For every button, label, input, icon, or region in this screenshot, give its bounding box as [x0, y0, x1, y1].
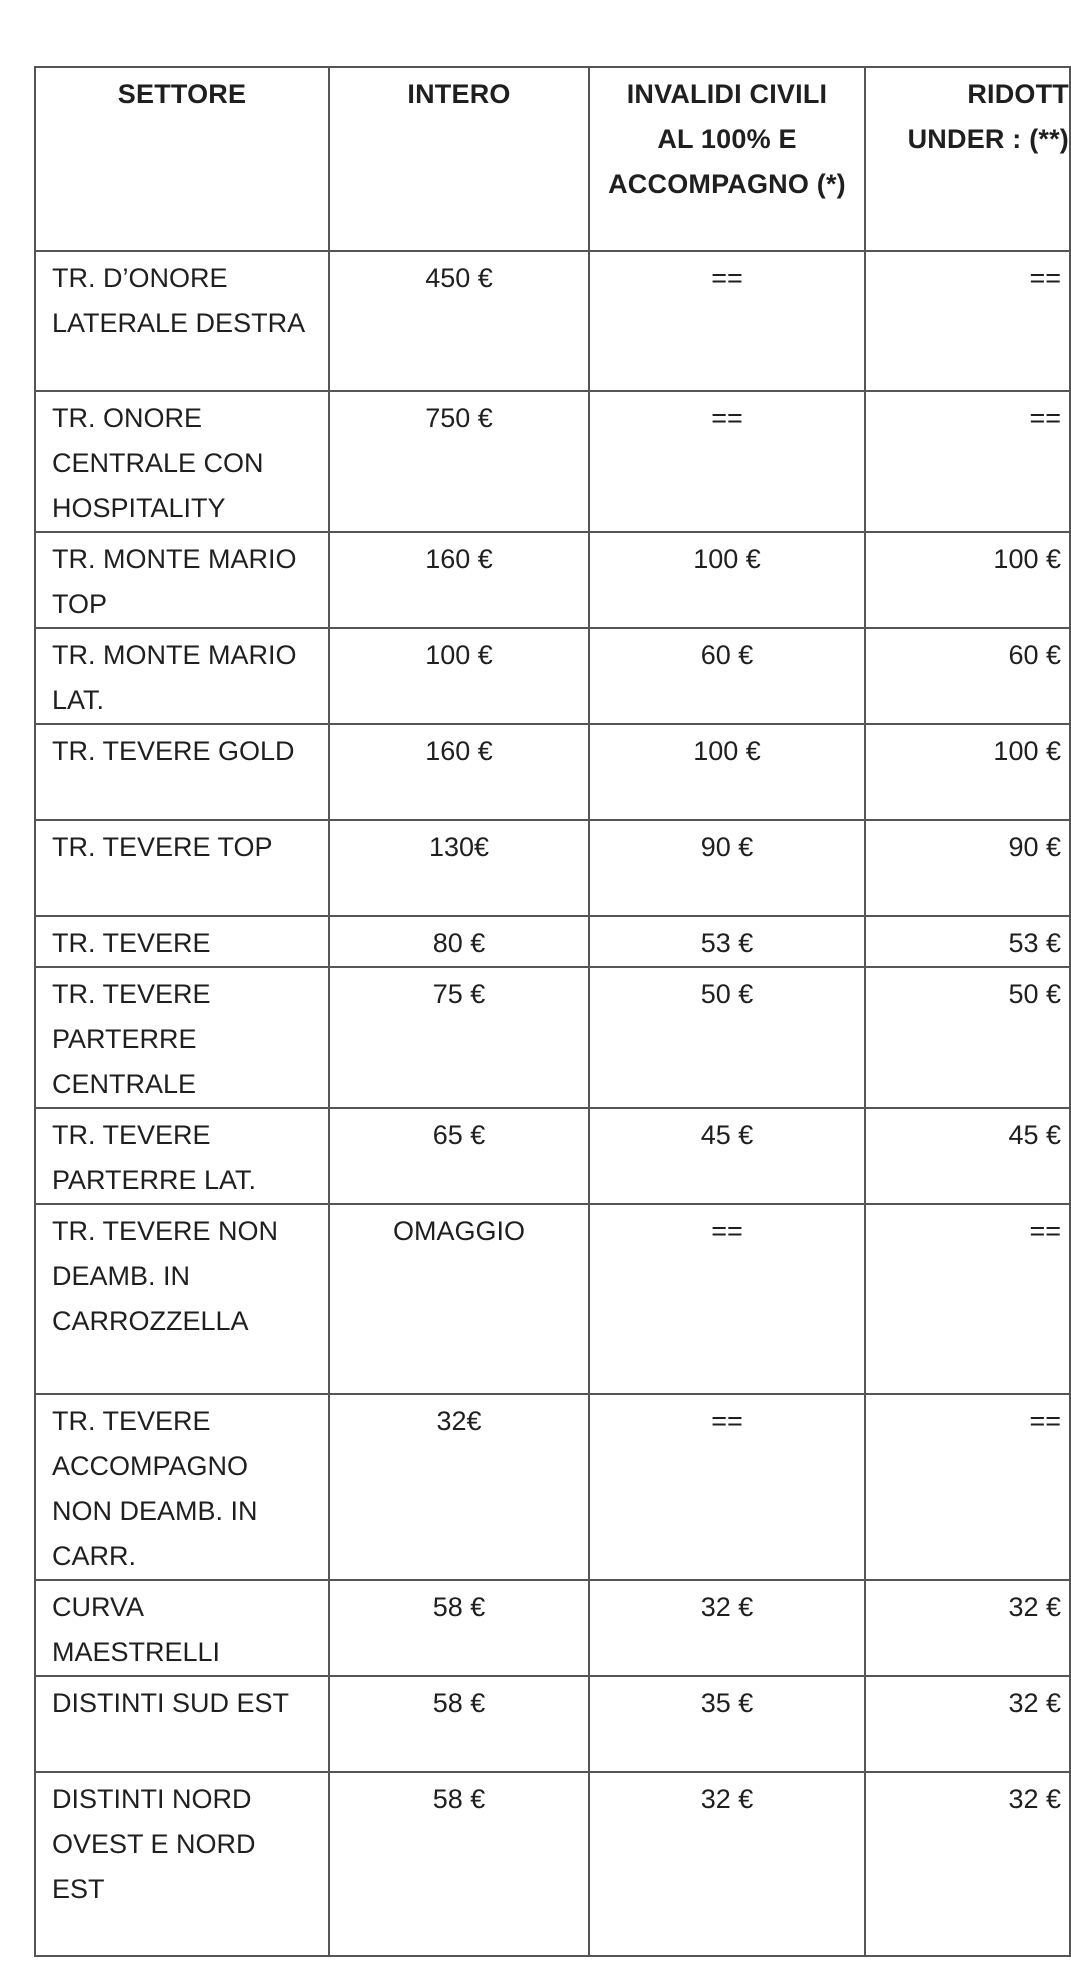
row-intero: OMAGGIO — [329, 1204, 589, 1394]
row-intero: 58 € — [329, 1676, 589, 1772]
row-ridotto: == — [865, 391, 1070, 532]
row-intero: 32€ — [329, 1394, 589, 1580]
row-ridotto: 53 € — [865, 916, 1070, 967]
row-invalidi: 100 € — [589, 532, 865, 628]
row-invalidi: == — [589, 1394, 865, 1580]
header-settore: SETTORE — [35, 67, 329, 251]
row-ridotto: 100 € — [865, 532, 1070, 628]
row-intero: 58 € — [329, 1772, 589, 1956]
row-settore: TR. TEVERE ACCOMPAGNO NON DEAMB. IN CARR. — [35, 1394, 329, 1580]
row-settore: TR. TEVERE GOLD — [35, 724, 329, 820]
table-row — [35, 251, 1070, 391]
table-row — [35, 532, 1070, 628]
row-settore: TR. ONORE CENTRALE CON HOSPITALITY — [35, 391, 329, 532]
row-intero: 160 € — [329, 532, 589, 628]
table-row — [35, 967, 1070, 1108]
row-ridotto: 50 € — [865, 967, 1070, 1108]
row-settore: TR. MONTE MARIO LAT. — [35, 628, 329, 724]
row-intero: 75 € — [329, 967, 589, 1108]
row-settore: TR. TEVERE PARTERRE LAT. — [35, 1108, 329, 1204]
header-row — [35, 67, 1070, 251]
header-invalidi: INVALIDI CIVILI AL 100% E ACCOMPAGNO (*) — [589, 67, 865, 251]
row-settore: TR. TEVERE NON DEAMB. IN CARROZZELLA — [35, 1204, 329, 1394]
table-row — [35, 724, 1070, 820]
row-settore: DISTINTI SUD EST — [35, 1676, 329, 1772]
table-row — [35, 1772, 1070, 1956]
header-ridotto: RIDOTT UNDER : (**) — [865, 67, 1070, 251]
row-ridotto: 32 € — [865, 1580, 1070, 1676]
row-invalidi: == — [589, 251, 865, 391]
header-intero: INTERO — [329, 67, 589, 251]
row-invalidi: 53 € — [589, 916, 865, 967]
row-settore: TR. TEVERE PARTERRE CENTRALE — [35, 967, 329, 1108]
row-invalidi: 32 € — [589, 1772, 865, 1956]
row-invalidi: 90 € — [589, 820, 865, 916]
row-ridotto: 100 € — [865, 724, 1070, 820]
row-invalidi: == — [589, 1204, 865, 1394]
row-intero: 58 € — [329, 1580, 589, 1676]
row-ridotto: 90 € — [865, 820, 1070, 916]
table-row — [35, 628, 1070, 724]
table-row — [35, 1394, 1070, 1580]
ticket-price-table — [34, 66, 1071, 1957]
row-intero: 65 € — [329, 1108, 589, 1204]
row-settore: CURVA MAESTRELLI — [35, 1580, 329, 1676]
row-settore: TR. TEVERE — [35, 916, 329, 967]
row-settore: TR. D’ONORE LATERALE DESTRA — [35, 251, 329, 391]
row-settore: TR. MONTE MARIO TOP — [35, 532, 329, 628]
row-settore: TR. TEVERE TOP — [35, 820, 329, 916]
row-invalidi: 50 € — [589, 967, 865, 1108]
row-ridotto: 32 € — [865, 1676, 1070, 1772]
table-row — [35, 820, 1070, 916]
row-invalidi: 60 € — [589, 628, 865, 724]
row-intero: 130€ — [329, 820, 589, 916]
row-ridotto: == — [865, 251, 1070, 391]
table-row — [35, 1676, 1070, 1772]
row-invalidi: 100 € — [589, 724, 865, 820]
table-row — [35, 1108, 1070, 1204]
row-invalidi: == — [589, 391, 865, 532]
row-intero: 80 € — [329, 916, 589, 967]
row-ridotto: 45 € — [865, 1108, 1070, 1204]
row-ridotto: 32 € — [865, 1772, 1070, 1956]
row-intero: 100 € — [329, 628, 589, 724]
row-invalidi: 32 € — [589, 1580, 865, 1676]
row-invalidi: 35 € — [589, 1676, 865, 1772]
table-row — [35, 916, 1070, 967]
row-intero: 750 € — [329, 391, 589, 532]
table-row — [35, 1204, 1070, 1394]
price-table-container — [34, 66, 1069, 1972]
row-ridotto: == — [865, 1394, 1070, 1580]
row-intero: 450 € — [329, 251, 589, 391]
row-ridotto: == — [865, 1204, 1070, 1394]
row-invalidi: 45 € — [589, 1108, 865, 1204]
table-row — [35, 1580, 1070, 1676]
row-intero: 160 € — [329, 724, 589, 820]
table-row — [35, 391, 1070, 532]
row-settore: DISTINTI NORD OVEST E NORD EST — [35, 1772, 329, 1956]
row-ridotto: 60 € — [865, 628, 1070, 724]
